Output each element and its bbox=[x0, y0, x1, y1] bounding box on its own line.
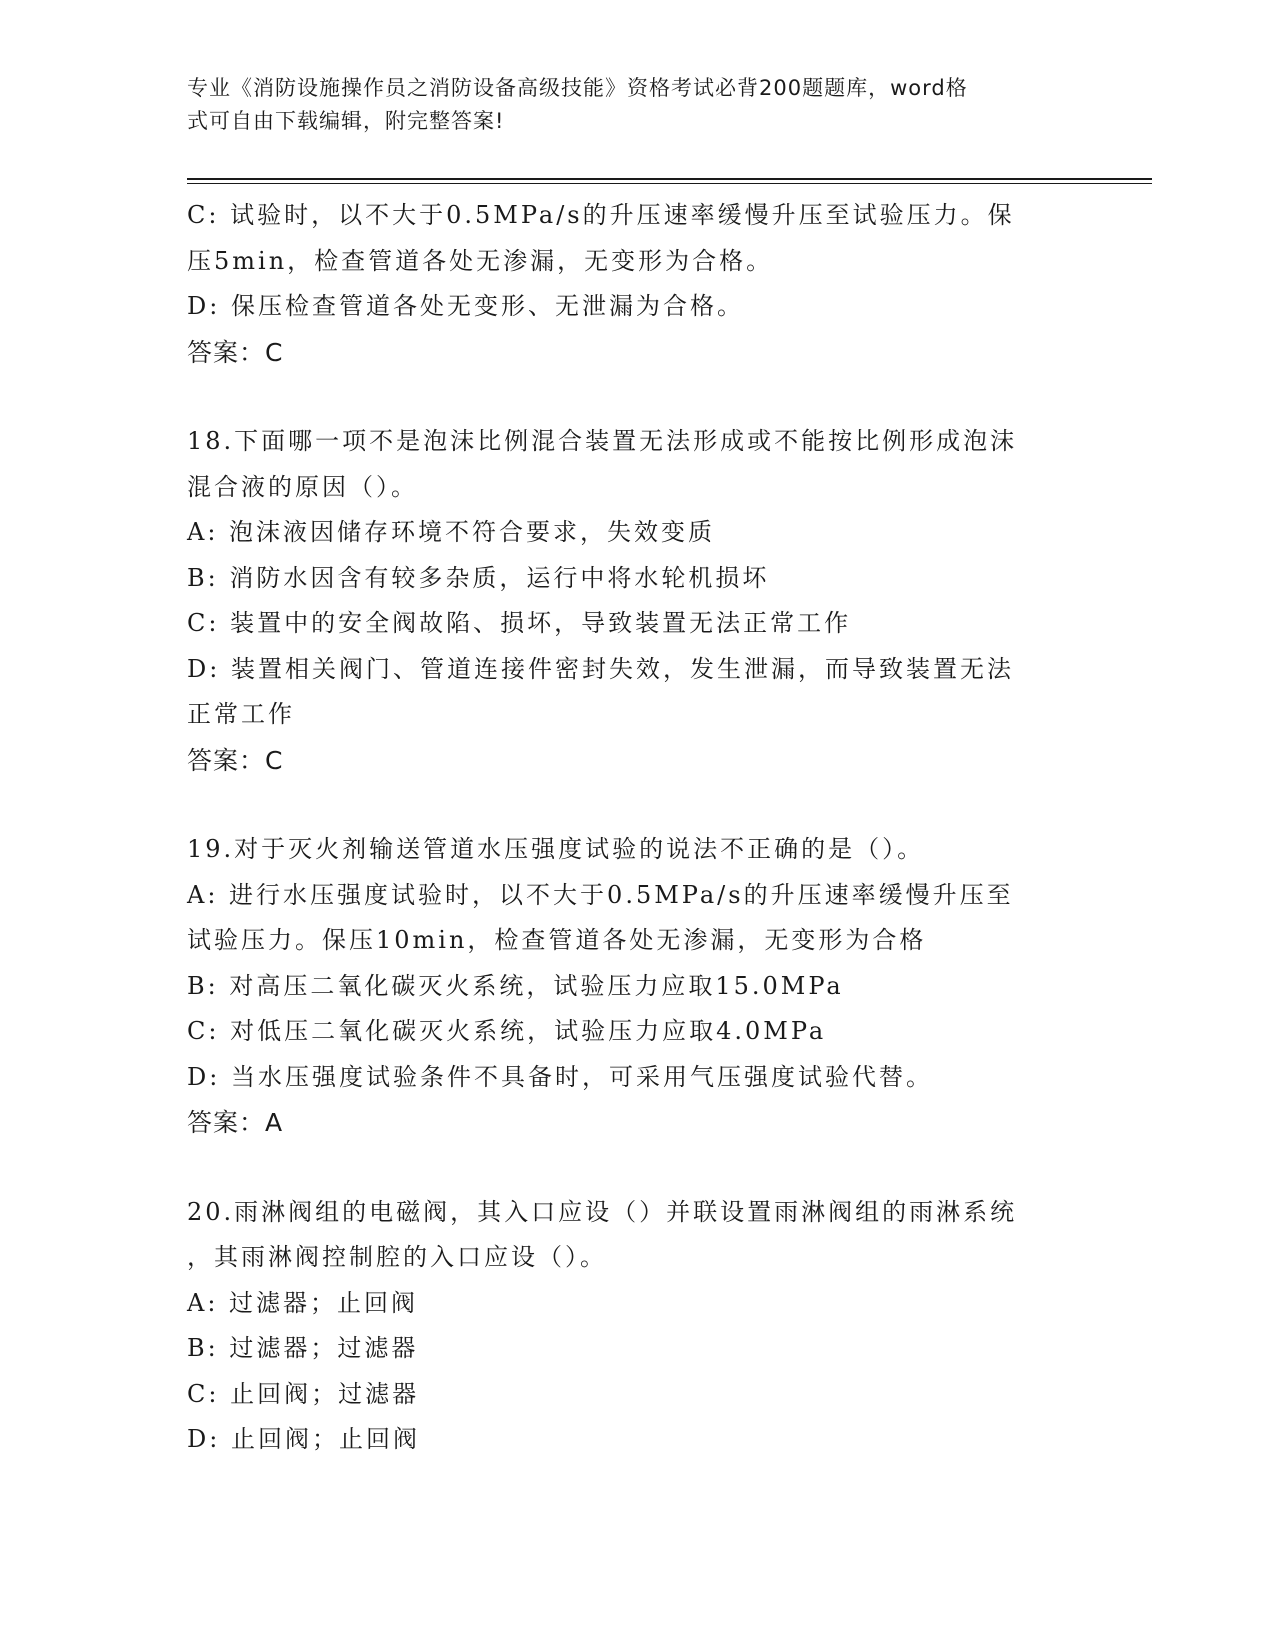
question-stem-line-1: 20.雨淋阀组的电磁阀，其入口应设（）并联设置雨淋阀组的雨淋系统 bbox=[187, 1197, 1018, 1226]
option-c: C: 止回阀；过滤器 bbox=[187, 1379, 420, 1408]
question-stem-line-1: 18.下面哪一项不是泡沫比例混合装置无法形成或不能按比例形成泡沫 bbox=[187, 427, 1018, 455]
option-a-line-2: 试验压力。保压10min，检查管道各处无渗漏，无变形为合格 bbox=[187, 926, 927, 954]
option-b: B: 对高压二氧化碳灭火系统，试验压力应取15.0MPa bbox=[187, 971, 844, 1000]
option-d: D: 止回阀；止回阀 bbox=[187, 1425, 420, 1453]
option-a-line-1: A: 进行水压强度试验时，以不大于0.5MPa/s的升压速率缓慢升压至 bbox=[187, 880, 1014, 909]
answer-17: 答案：C bbox=[187, 337, 284, 367]
question-20 bbox=[187, 1190, 1087, 1463]
option-b: B: 过滤器；过滤器 bbox=[187, 1334, 419, 1362]
answer-18: 答案：C bbox=[187, 745, 284, 775]
option-d: D: 保压检查管道各处无变形、无泄漏为合格。 bbox=[187, 292, 744, 320]
option-d-line-1: D: 装置相关阀门、管道连接件密封失效，发生泄漏，而导致装置无法 bbox=[187, 654, 1014, 683]
spacer bbox=[187, 375, 1087, 419]
option-c-line-1: C: 试验时，以不大于0.5MPa/s的升压速率缓慢升压至试验压力。保 bbox=[187, 201, 1015, 229]
question-stem-line-2: ，其雨淋阀控制腔的入口应设（）。 bbox=[187, 1243, 607, 1271]
question-17-continuation bbox=[187, 193, 1087, 375]
option-b: B: 消防水因含有较多杂质，运行中将水轮机损坏 bbox=[187, 563, 770, 592]
question-19 bbox=[187, 827, 1087, 1146]
option-c-line-2: 压5min，检查管道各处无渗漏，无变形为合格。 bbox=[187, 246, 774, 275]
header-divider-thin bbox=[187, 183, 1152, 184]
spacer bbox=[187, 783, 1087, 827]
header-line-1: 专业《消防设施操作员之消防设备高级技能》资格考试必背200题题库，word格 bbox=[187, 76, 968, 100]
document-header bbox=[187, 72, 1067, 138]
question-stem: 19.对于灭火剂输送管道水压强度试验的说法不正确的是（）。 bbox=[187, 835, 925, 863]
header-line-2: 式可自由下载编辑，附完整答案! bbox=[187, 109, 505, 133]
option-a: A: 过滤器；止回阀 bbox=[187, 1288, 419, 1317]
question-stem-line-2: 混合液的原因（）。 bbox=[187, 472, 418, 501]
answer-19: 答案：A bbox=[187, 1108, 284, 1137]
header-divider-thick bbox=[187, 178, 1152, 180]
option-d: D: 当水压强度试验条件不具备时，可采用气压强度试验代替。 bbox=[187, 1062, 933, 1091]
question-content bbox=[187, 193, 1087, 1463]
spacer bbox=[187, 1146, 1087, 1190]
question-18 bbox=[187, 419, 1087, 783]
option-d-line-2: 正常工作 bbox=[187, 700, 295, 728]
option-c: C: 装置中的安全阀故陷、损坏，导致装置无法正常工作 bbox=[187, 609, 852, 637]
option-a: A: 泡沫液因储存环境不符合要求，失效变质 bbox=[187, 518, 716, 546]
option-c: C: 对低压二氧化碳灭火系统，试验压力应取4.0MPa bbox=[187, 1017, 827, 1045]
